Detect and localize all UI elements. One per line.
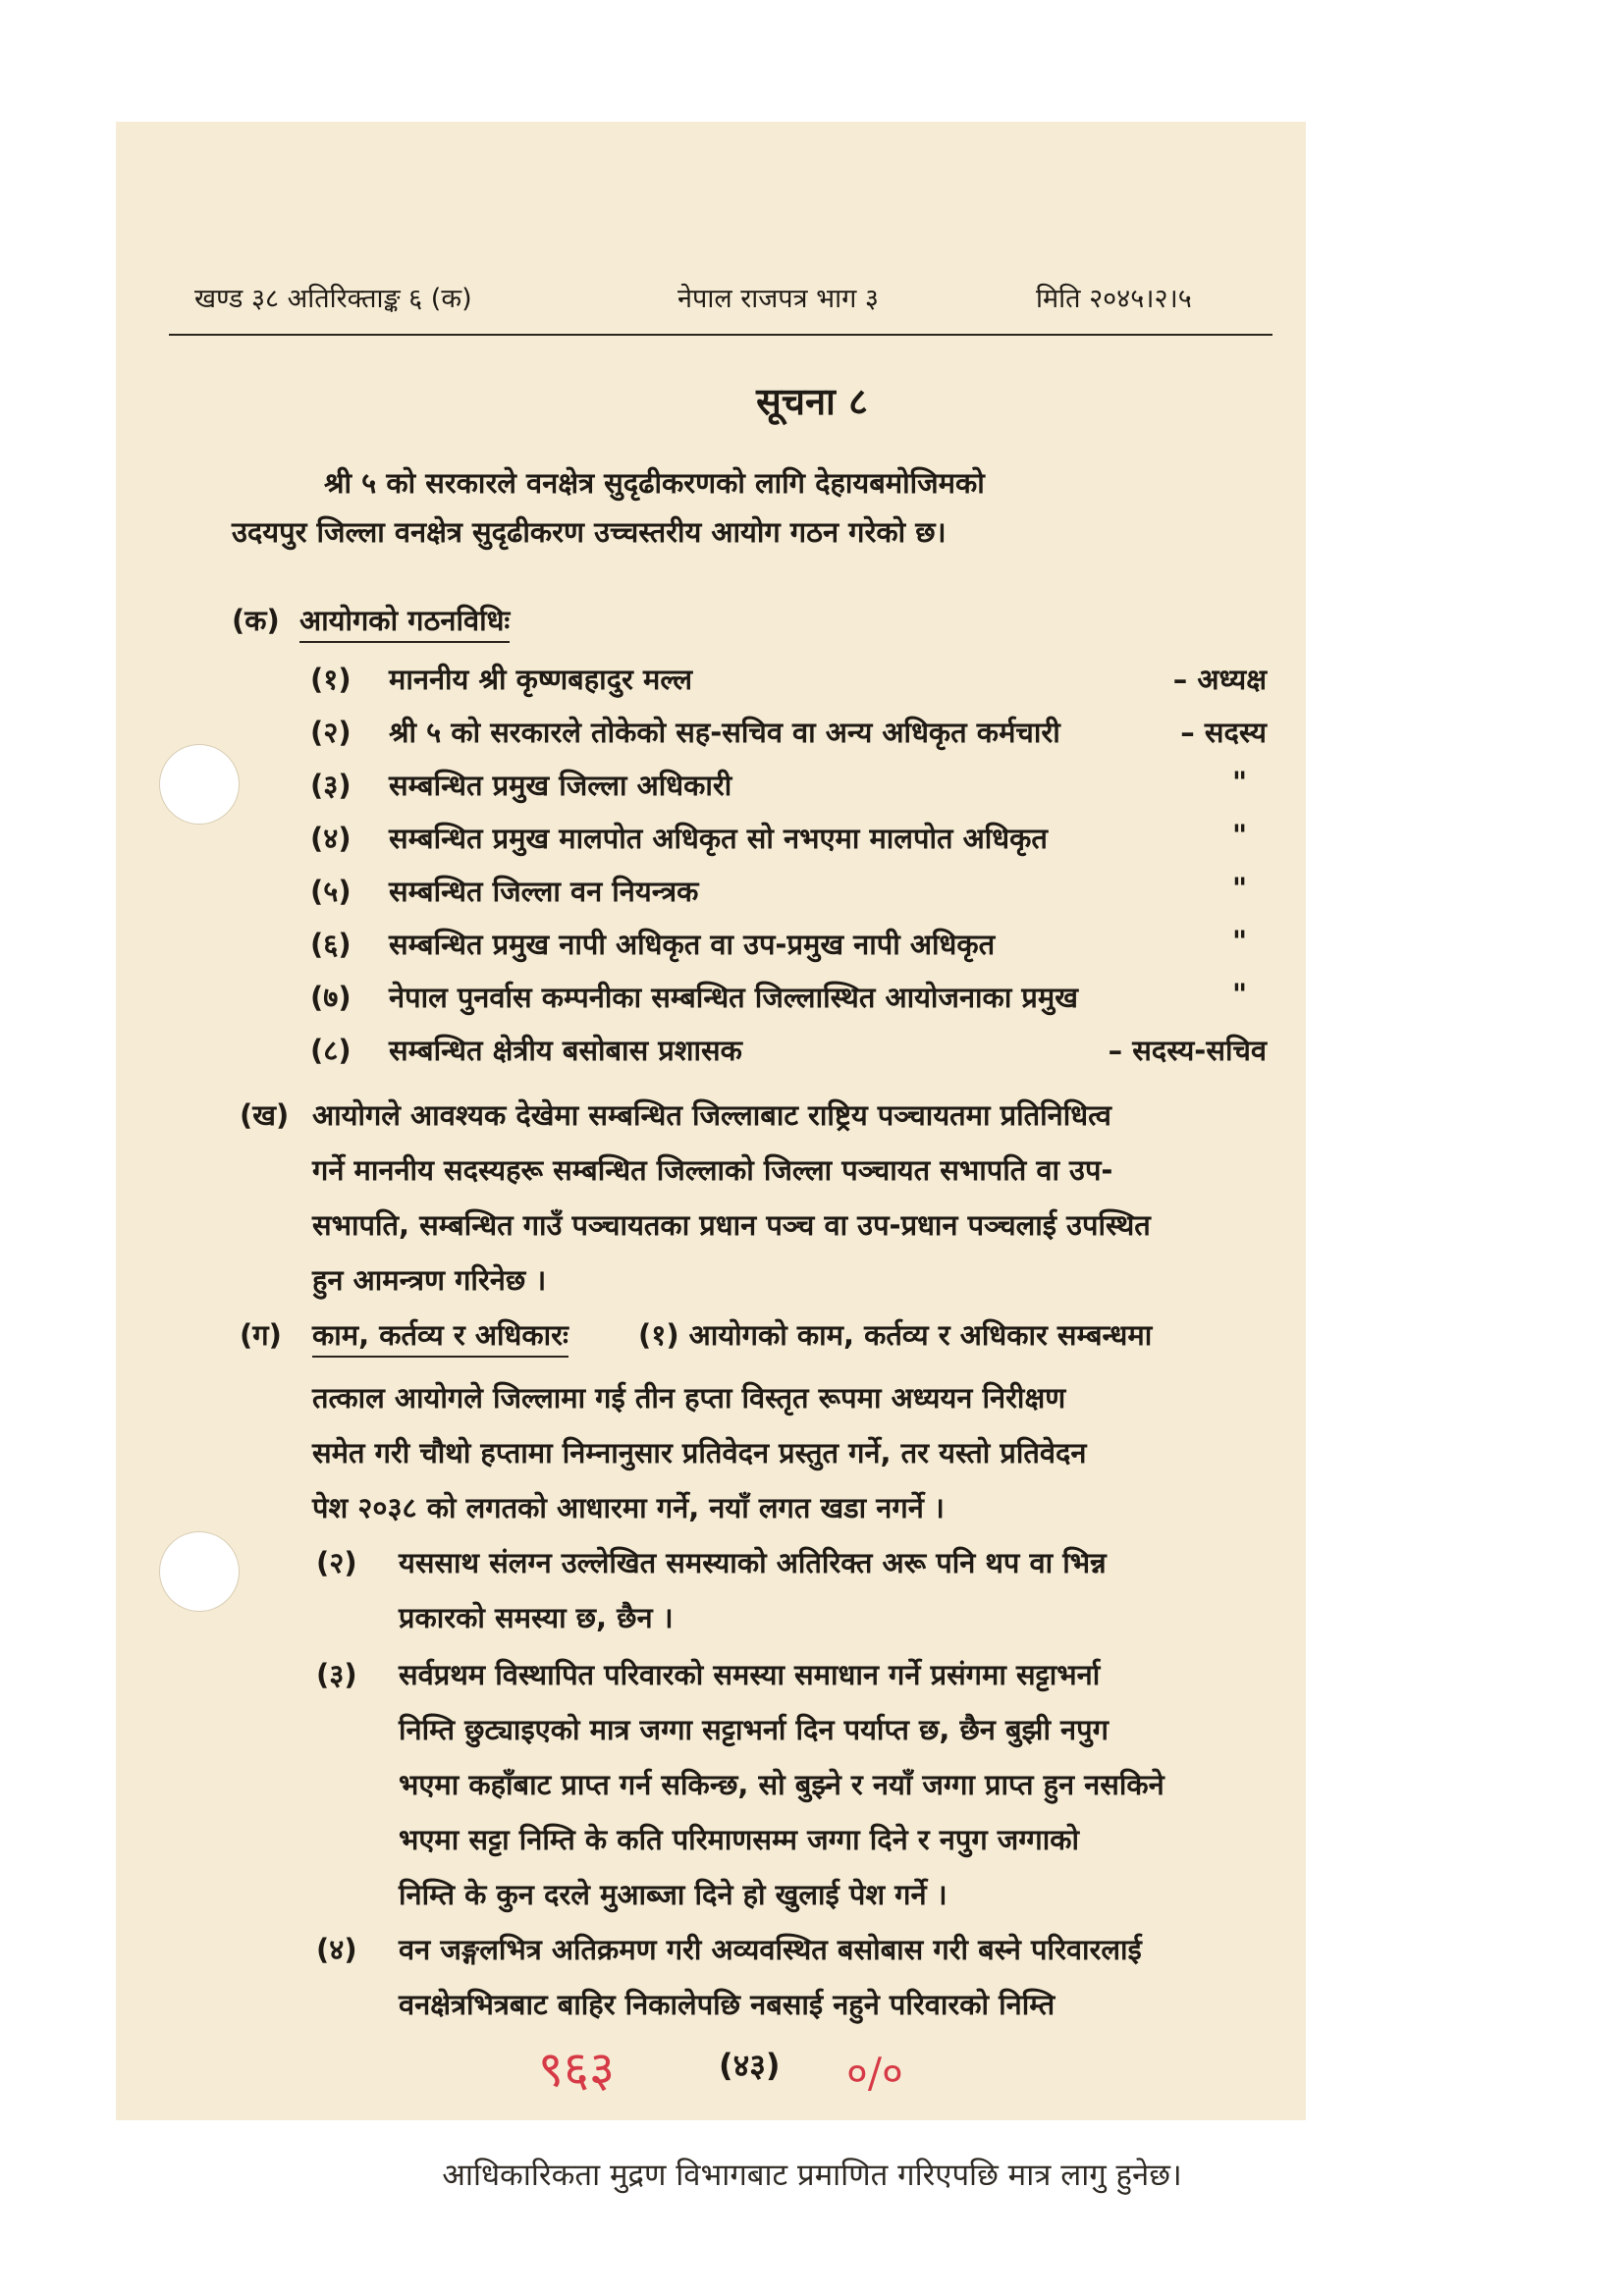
intro-line: श्री ५ को सरकारले वनक्षेत्र सुदृढीकरणको लागि देहायबमोजिमको (324, 466, 985, 500)
sub-item-line: सर्वप्रथम विस्थापित परिवारको समस्या समाधान गर्ने प्रसंगमा सट्टाभर्ना (399, 1658, 1101, 1691)
header-gazette: नेपाल राजपत्र भाग ३ (677, 284, 879, 314)
member-text: श्री ५ को सरकारले तोकेको सह-सचिव वा अन्य अधिकृत कर्मचारी (389, 716, 1060, 749)
section-kha-line: सभापति, सम्बन्धित गाउँ पञ्चायतका प्रधान पञ्च वा उप-प्रधान पञ्चलाई उपस्थित (312, 1208, 1151, 1242)
notice-title: सूचना ८ (756, 380, 868, 423)
section-ga-line: समेत गरी चौथो हप्तामा निम्नानुसार प्रतिवेदन प्रस्तुत गर्ने, तर यस्तो प्रतिवेदन (312, 1436, 1087, 1469)
sub-item-line: वन जङ्गलभित्र अतिक्रमण गरी अव्यवस्थित बसोबास गरी बस्ने परिवारलाई (399, 1933, 1142, 1966)
section-ga-text: (१) आयोगको काम, कर्तव्य र अधिकार सम्बन्धमा (638, 1318, 1153, 1352)
section-ga-line: तत्काल आयोगले जिल्लामा गई तीन हप्ता विस्तृत रूपमा अध्ययन निरीक्षण (312, 1381, 1066, 1415)
member-role: " (1232, 978, 1248, 1011)
header-volume: खण्ड ३८ अतिरिक्ताङ्क ६ (क) (194, 284, 472, 314)
section-kha-line: हुन आमन्त्रण गरिनेछ । (312, 1263, 547, 1297)
sub-item-line: भएमा कहाँबाट प्राप्त गर्न सकिन्छ, सो बुझ्ने र नयाँ जग्गा प्राप्त हुन नसकिने (399, 1768, 1164, 1801)
member-num: (६) (310, 928, 352, 961)
member-role: " (1232, 766, 1248, 799)
header-date: मिति २०४५।२।५ (1036, 284, 1192, 314)
member-text: सम्बन्धित प्रमुख मालपोत अधिकृत सो नभएमा मालपोत अधिकृत (389, 822, 1048, 855)
page-number: (४३) (719, 2047, 781, 2084)
section-ga-line: पेश २०३८ को लगतको आधारमा गर्ने, नयाँ लगत खडा नगर्ने । (312, 1491, 945, 1524)
punch-hole (159, 1531, 240, 1612)
member-text: सम्बन्धित क्षेत्रीय बसोबास प्रशासक (389, 1034, 742, 1067)
section-ka-heading: आयोगको गठनविधिः (299, 601, 510, 643)
section-kha-marker: (ख) (240, 1098, 290, 1132)
member-num: (२) (310, 716, 352, 749)
member-role: " (1232, 925, 1248, 958)
member-num: (५) (310, 875, 352, 908)
sub-item-num: (२) (316, 1546, 357, 1579)
handwritten-number: ९६३ (538, 2041, 615, 2098)
member-text: सम्बन्धित प्रमुख नापी अधिकृत वा उप-प्रमुख नापी अधिकृत (389, 928, 996, 961)
member-text: नेपाल पुनर्वास कम्पनीका सम्बन्धित जिल्लास्थित आयोजनाका प्रमुख (389, 981, 1079, 1014)
intro-line: उदयपुर जिल्ला वनक्षेत्र सुदृढीकरण उच्चस्तरीय आयोग गठन गरेको छ। (232, 515, 947, 549)
sub-item-line: वनक्षेत्रभित्रबाट बाहिर निकालेपछि नबसाई नहुने परिवारको निम्ति (399, 1988, 1056, 2021)
member-role: " (1232, 872, 1248, 905)
punch-hole (159, 744, 240, 825)
sub-item-line: भएमा सट्टा निम्ति के कति परिमाणसम्म जग्गा दिने र नपुग जग्गाको (399, 1823, 1080, 1856)
section-ga-marker: (ग) (240, 1318, 282, 1352)
member-num: (१) (310, 663, 352, 696)
member-text: माननीय श्री कृष्णबहादुर मल्ल (389, 663, 693, 696)
member-num: (३) (310, 769, 352, 802)
sub-item-line: निम्ति छुट्याइएको मात्र जग्गा सट्टाभर्ना दिन पर्याप्त छ, छैन बुझी नपुग (399, 1713, 1109, 1746)
member-num: (७) (310, 981, 352, 1014)
member-text: सम्बन्धित प्रमुख जिल्ला अधिकारी (389, 769, 732, 802)
header-rule (169, 334, 1272, 336)
section-ka-marker: (क) (232, 604, 280, 637)
sub-item-num: (४) (316, 1933, 357, 1966)
footer-disclaimer: आधिकारिकता मुद्रण विभागबाट प्रमाणित गरिएपछि मात्र लागु हुनेछ। (442, 2158, 1182, 2193)
sub-item-num: (३) (316, 1658, 357, 1691)
member-role: – सदस्य-सचिव (1108, 1034, 1267, 1067)
member-num: (४) (310, 822, 352, 855)
sub-item-line: निम्ति के कुन दरले मुआब्जा दिने हो खुलाई पेश गर्ने । (399, 1878, 947, 1911)
sub-item-line: प्रकारको समस्या छ, छैन । (399, 1601, 674, 1634)
member-role: – सदस्य (1180, 716, 1267, 749)
section-ga-heading: काम, कर्तव्य र अधिकारः (312, 1315, 568, 1358)
member-role: " (1232, 819, 1248, 852)
handwritten-mark: ०/० (846, 2049, 903, 2097)
section-kha-line: आयोगले आवश्यक देखेमा सम्बन्धित जिल्लाबाट राष्ट्रिय पञ्चायतमा प्रतिनिधित्व (312, 1098, 1111, 1132)
sub-item-line: यससाथ संलग्न उल्लेखित समस्याको अतिरिक्त अरू पनि थप वा भिन्न (399, 1546, 1107, 1579)
member-num: (८) (310, 1034, 352, 1067)
section-kha-line: गर्ने माननीय सदस्यहरू सम्बन्धित जिल्लाको जिल्ला पञ्चायत सभापति वा उप- (312, 1153, 1113, 1187)
member-text: सम्बन्धित जिल्ला वन नियन्त्रक (389, 875, 699, 908)
member-role: – अध्यक्ष (1172, 663, 1267, 696)
